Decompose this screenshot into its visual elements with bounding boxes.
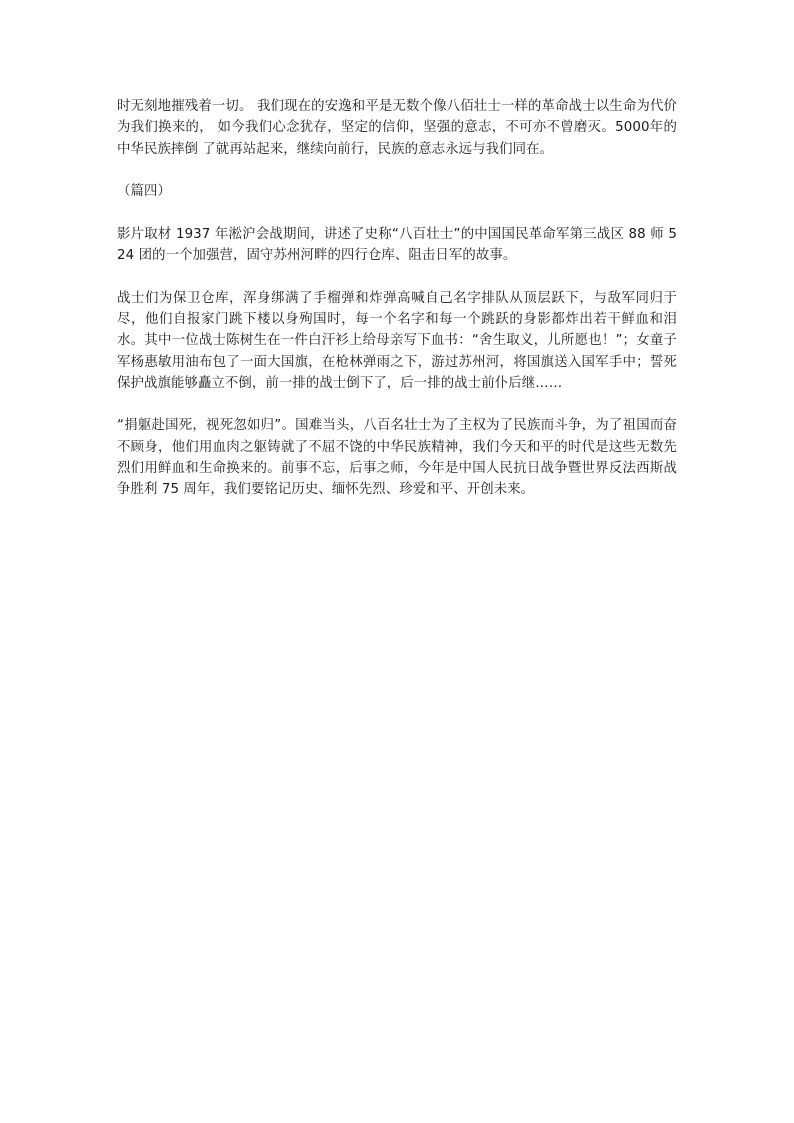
paragraph-spacer [117, 267, 677, 288]
paragraph-spacer [117, 160, 677, 181]
paragraph-film-intro: 影片取材 1937 年淞沪会战期间，讲述了史称“八百壮士”的中国国民革命军第三战区 88 师 524 团的一个加强营，固守苏州河畔的四行仓库、阻击日军的故事。 [117, 227, 677, 264]
document-page [117, 96, 677, 500]
paragraph-conclusion: 时无刻地摧残着一切。 我们现在的安逸和平是无数个像八佰壮士一样的革命战士以生命为代价为我们换来的， 如今我们心念犹存，坚定的信仰，坚强的意志，不可亦不曾磨灭。5000年的中华民族摔倒 了就再站起来，继续向前行，民族的意志永远与我们同在。 [117, 99, 677, 157]
paragraph-spacer [117, 394, 677, 415]
paragraph-soldiers: 战士们为保卫仓库，浑身绑满了手榴弹和炸弹高喊自己名字排队从顶层跃下，与敌军同归于尽，他们自报家门跳下楼以身殉国时，每一个名字和每一个跳跃的身影都炸出若干鲜血和泪水。其中一位战士陈树生在一件白汗衫上给母亲写下血书：“舍生取义，儿所愿也！”；女童子军杨惠敏用油布包了一面大国旗，在枪林弹雨之下，游过苏州河，将国旗送入国军手中；誓死保护战旗能够矗立不倒，前一排的战士倒下了，后一排的战士前仆后继…… [117, 290, 677, 391]
paragraph-closing: “捐躯赴国死，视死忽如归”。国难当头，八百名壮士为了主权为了民族而斗争，为了祖国而奋不顾身，他们用血肉之躯铸就了不屈不饶的中华民族精神，我们今天和平的时代是这些无数先烈们用鲜血和生命换来的。前事不忘，后事之师，今年是中国人民抗日战争暨世界反法西斯战争胜利 75 周年，我们要铭记历史、缅怀先烈、珍爱和平、开创未来。 [117, 418, 677, 498]
section-heading: （篇四） [117, 183, 171, 199]
paragraph-spacer [117, 202, 677, 224]
